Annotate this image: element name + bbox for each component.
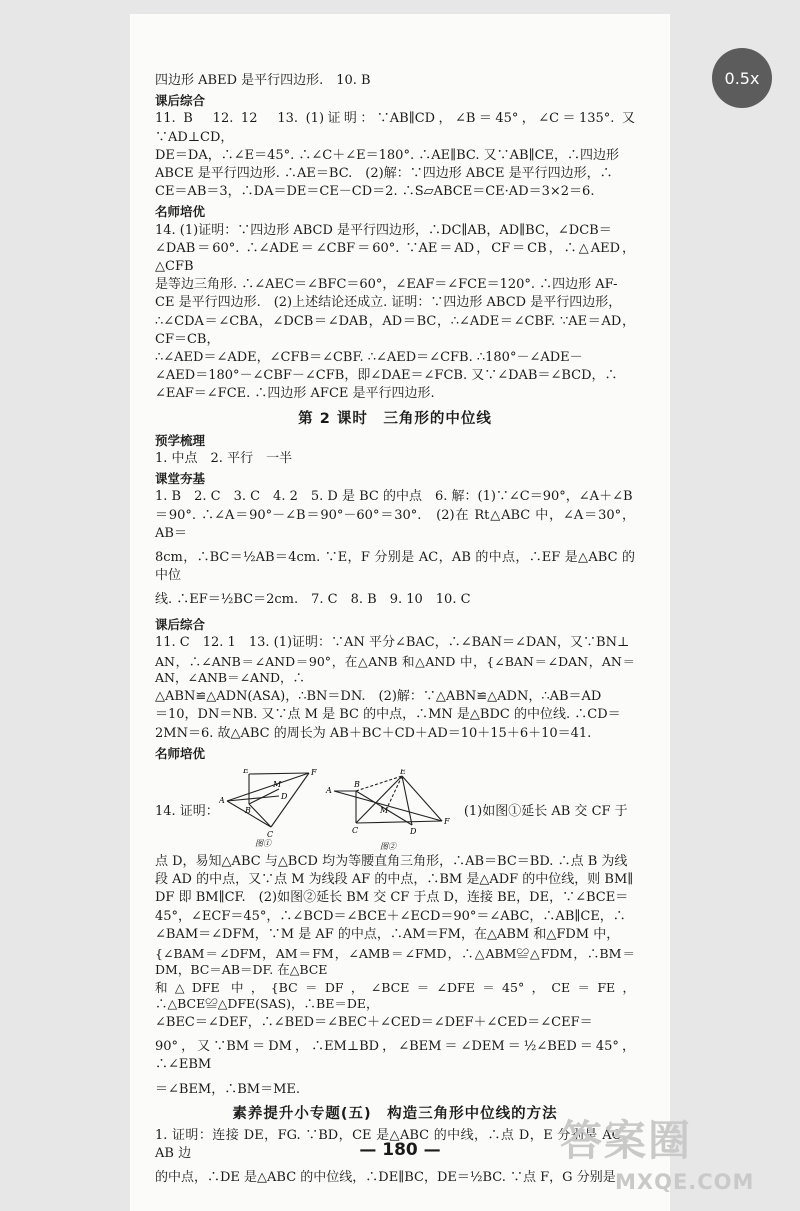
- zoom-level-badge[interactable]: 0.5x: [712, 48, 772, 108]
- text-line: 点 D，易知△ABC 与△BCD 均为等腰直角三角形，∴AB＝BC＝BD. ∴点 B 为线: [155, 853, 628, 869]
- text-line: ABCE 是平行四边形. ∴AE＝BC. (2)解：∵四边形 ABCE 是平行四边形，∴: [155, 166, 613, 182]
- text-line: CE 是平行四边形. (2)上述结论还成立. 证明：∵四边形 ABCD 是平行四边形，: [155, 295, 622, 311]
- text-line: DF 即 BM∥CF. (2)如图②延长 BM 交 CF 于点 D，连接 BE，DE，∵∠BCE＝: [155, 890, 629, 906]
- text-line: CE＝AB＝3，∴DA＝DE＝CE－CD＝2. ∴S▱ABCE＝CE·AD＝3×2＝6.: [155, 184, 595, 200]
- page-number: — 180 —: [359, 1140, 441, 1160]
- figure-row: [155, 769, 635, 853]
- text-line: 11. C 12. 1 13. (1)证明：∵AN 平分∠BAC，∴∠BAN＝∠DAN，又∵BN⊥: [155, 634, 630, 650]
- text-line: 90°，又∵BM＝DM，∴EM⊥BD，∠BEM＝∠DEM＝½∠BED＝45°，∴∠EBM: [155, 1039, 635, 1073]
- text-line: 1. B 2. C 3. C 4. 2 5. D 是 BC 的中点 6. 解：(1)∵∠C＝90°，∠A＋∠B: [155, 489, 633, 505]
- lesson-title: 第 2 课时 三角形的中位线: [298, 410, 492, 427]
- text-line: ∠BEC＝∠DEF，∴∠BED＝∠BEC＋∠CED＝∠DEF＋∠CED＝∠CEF＝: [155, 1014, 593, 1030]
- text-line: 11. B 12. 12 13. (1)证明：∵AB∥CD，∠B＝45°，∠C＝135°. 又∵AD⊥CD，: [155, 111, 635, 145]
- watermark-url: MXQE.COM: [615, 1170, 755, 1194]
- text-line: ＝10，DN＝NB. 又∵点 M 是 BC 的中点，∴MN 是△BDC 的中位线. ∴CD＝: [155, 707, 621, 723]
- fig1-caption: 图①: [254, 838, 271, 847]
- fig1-label-a: A: [218, 795, 225, 805]
- fig2-label-c: C: [351, 825, 358, 835]
- figure-1: [219, 769, 324, 847]
- text-line: ∠EAF＝∠FCE. ∴四边形 AFCE 是平行四边形.: [155, 386, 435, 402]
- section-heading: 课后综合: [155, 93, 206, 109]
- topic-title: 素养提升小专题(五) 构造三角形中位线的方法: [232, 1105, 558, 1122]
- text-line: 14. 证明：: [155, 803, 219, 819]
- fig2-line-ef: [402, 776, 442, 821]
- fig1-label-c: C: [266, 829, 273, 839]
- fig2-label-b: B: [353, 779, 360, 789]
- section-heading: 预学梳理: [155, 432, 206, 448]
- text-line: ∠BAM＝∠DFM，∵M 是 AF 的中点，∴AM＝FM，在△ABM 和△FDM 中，: [155, 926, 620, 942]
- text-line: 14. (1)证明：∵四边形 ABCD 是平行四边形，∴DC∥AB，AD∥BC，∠DCB＝: [155, 222, 612, 238]
- text-line: 45°，∠ECF＝45°，∴∠BCD＝∠BCE＋∠ECD＝90°＝∠ABC，∴AB∥CE，∴: [155, 908, 626, 924]
- text-line: ∠DAB＝60°. ∴∠ADE＝∠CBF＝60°. ∵AE＝AD，CF＝CB，∴△AED，△CFB: [155, 240, 635, 275]
- fig1-line-ef: [249, 773, 309, 774]
- text-line: ∴∠CDA＝∠CBA，∠DCB＝∠DAB，AD＝BC，∴∠ADE＝∠CBF. ∵AE＝AD，CF＝CB，: [155, 313, 635, 347]
- fig1-label-f: F: [310, 768, 317, 777]
- text-line: 1. 证明：连接 DE，FG. ∵BD，CE 是△ABC 的中线，∴点 D，E 分别是 AC，AB 边: [155, 1127, 635, 1162]
- text-line: 是等边三角形. ∴∠AEC＝∠BFC＝60°，∠EAF＝∠FCE＝120°. ∴四边形 AF-: [155, 277, 618, 293]
- fig2-label-d: D: [409, 826, 417, 836]
- text-line: △ABN≌△ADN(ASA)，∴BN＝DN. (2)解：∵△ABN≌△ADN，∴AB＝AD: [155, 689, 602, 705]
- answer-content: [155, 72, 635, 1188]
- text-line: 1. 中点 2. 平行 一半: [155, 451, 293, 467]
- fig2-line-ed: [402, 776, 412, 825]
- section-heading: 名师培优: [155, 204, 206, 220]
- text-line: 线. ∴EF＝½BC＝2cm. 7. C 8. B 9. 10 10. C: [155, 592, 471, 608]
- watermark-title: 答案圈: [560, 1116, 693, 1165]
- fig2-label-e: E: [399, 768, 406, 776]
- fig2-line-me: [388, 776, 402, 806]
- fig2-label-a: A: [325, 785, 332, 795]
- text-line: ＝90°. ∴∠A＝90°－∠B＝90°－60°＝30°. (2)在 Rt△ABC 中，∠A＝30°，AB＝: [155, 507, 635, 541]
- text-line: 8cm，∴BC＝½AB＝4cm. ∵E，F 分别是 AC，AB 的中点，∴EF 是△ABC 的中位: [155, 550, 635, 584]
- text-line: ＝∠BEM，∴BM＝ME.: [155, 1081, 301, 1097]
- fig1-label-e: E: [242, 768, 249, 775]
- text-line: 段 AD 的中点，又∵点 M 为线段 AF 的中点，∴BM 是△ADF 的中位线，则 BM∥: [155, 872, 634, 888]
- text-line: {∠BAM＝∠DFM，AM＝FM，∠AMB＝∠FMD，∴△ABM≌△FDM，∴BM＝DM，BC＝AB＝DF. 在△BCE: [155, 945, 635, 977]
- text-line: AN，∴∠ANB＝∠AND＝90°，在△ANB 和△AND 中，{∠BAN＝∠DAN，AN＝AN，∠ANB＝∠AND，∴: [155, 654, 635, 686]
- section-heading: 课堂夯基: [155, 471, 206, 487]
- fig2-label-m: M: [379, 805, 389, 815]
- fig1-label-m: M: [272, 779, 282, 789]
- fig2-caption: 图②: [379, 841, 396, 851]
- section-heading: 课后综合: [155, 616, 206, 632]
- text-line: (1)如图①延长 AB 交 CF 于: [463, 803, 628, 819]
- section-heading: 名师培优: [155, 745, 206, 761]
- fig1-label-d: D: [280, 791, 288, 801]
- fig2-line-cf: [356, 821, 442, 823]
- text-line: ∠AED＝180°－∠CBF－∠CFB，即∠DAE＝∠FCB. 又∵∠DAB＝∠BCD，∴: [155, 368, 618, 384]
- text-line: 2MN＝6. 故△ABC 的周长为 AB＋BC＋CD＋AD＝10＋15＋6＋10＝41.: [155, 725, 592, 741]
- fig1-label-b: B: [244, 805, 251, 815]
- text-line: 的中点，∴DE 是△ABC 的中位线，∴DE∥BC，DE＝½BC. ∵点 F，G 分别是: [155, 1170, 616, 1186]
- watermark-logo: [560, 1108, 790, 1194]
- fig2-label-f: F: [443, 816, 450, 826]
- text-line: 和△DFE 中，{BC＝DF，∠BCE＝∠DFE＝45°，CE＝FE，∴△BCE≌△DFE(SAS)，∴BE＝DE，: [155, 979, 635, 1011]
- text-line: DE＝DA，∴∠E＝45°. ∴∠C＋∠E＝180°. ∴AE∥BC. 又∵AB∥CE，∴四边形: [155, 147, 620, 163]
- text-line: ∴∠AED＝∠ADE，∠CFB＝∠CBF. ∴∠AED＝∠CFB. ∴180°－∠ADE－: [155, 350, 583, 366]
- text-line: 四边形 ABED 是平行四边形. 10. B: [155, 73, 371, 88]
- figure-2: [324, 769, 464, 853]
